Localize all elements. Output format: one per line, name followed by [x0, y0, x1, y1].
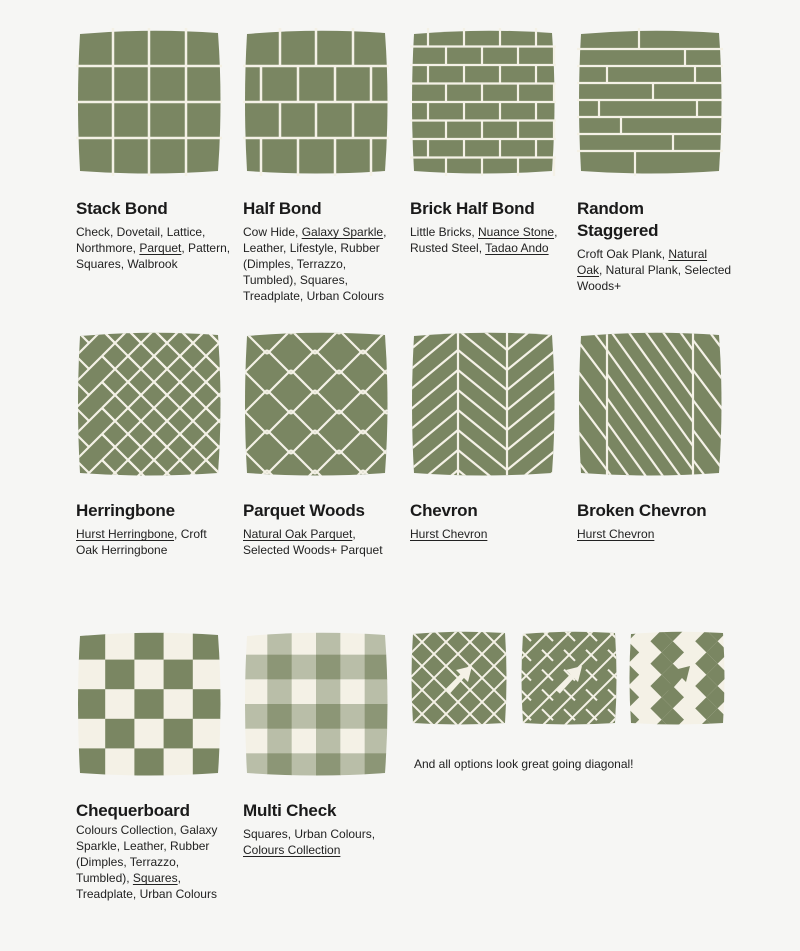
product-list-text: , Treadplate, Urban Colours — [76, 871, 217, 901]
product-list-text: Squares, Urban Colours, — [243, 827, 376, 841]
product-list-text: Croft Oak Plank, — [577, 247, 669, 261]
product-list-text: Colours Collection, Galaxy Sparkle, Leather, Rubber (Dimples, Terrazzo, Tumbled), — [76, 823, 218, 885]
pattern-products — [76, 526, 232, 558]
pattern-name: Stack Bond — [76, 199, 168, 218]
product-list-text: Cow Hide, — [243, 225, 302, 239]
pattern-half-bond — [243, 28, 399, 304]
product-link[interactable]: Parquet — [139, 241, 182, 255]
half-bond-tile — [243, 28, 389, 176]
broken-chevron-tile — [577, 330, 723, 478]
product-list-text: , Natural Plank, Selected Woods+ — [577, 263, 732, 293]
pattern-multi-check — [243, 630, 399, 858]
pattern-products — [243, 826, 399, 858]
diagonal-stack-tile — [410, 630, 508, 726]
pattern-products — [76, 822, 232, 902]
product-link[interactable]: Natural Oak Parquet — [243, 527, 353, 541]
multi-check-tile — [243, 630, 389, 778]
pattern-products — [410, 224, 566, 256]
product-list-text: , Rusted Steel, — [410, 225, 558, 255]
stack-bond-tile — [76, 28, 222, 176]
pattern-broken-chevron — [577, 330, 733, 542]
pattern-products — [577, 526, 733, 542]
pattern-name: Herringbone — [76, 501, 175, 520]
product-list-text: , Leather, Lifestyle, Rubber (Dimples, Terrazzo, Tumbled), Squares, Treadplate, Urban Colours — [243, 225, 387, 303]
pattern-parquet-woods — [243, 330, 399, 558]
parquet-woods-illustration — [243, 330, 389, 478]
herringbone-tile — [76, 330, 222, 478]
pattern-name: Half Bond — [243, 199, 322, 218]
brick-half-bond-illustration — [410, 28, 556, 176]
pattern-herringbone — [76, 330, 232, 558]
product-link[interactable]: Tadao Ando — [485, 241, 549, 255]
parquet-woods-tile — [243, 330, 389, 478]
pattern-random-staggered — [577, 28, 733, 294]
pattern-products — [243, 526, 399, 558]
chevron-tile — [410, 330, 556, 478]
product-link[interactable]: Colours Collection — [243, 843, 341, 857]
product-link[interactable]: Natural Oak — [577, 247, 708, 277]
product-list-text: Check, Dovetail, Lattice, Northmore, — [76, 225, 206, 255]
stack-bond-illustration — [76, 28, 222, 176]
pattern-stack-bond — [76, 28, 232, 272]
pattern-name: Brick Half Bond — [410, 199, 535, 218]
pattern-name: Broken Chevron — [577, 501, 707, 520]
half-bond-illustration — [243, 28, 389, 176]
product-link[interactable]: Galaxy Sparkle — [301, 225, 384, 239]
pattern-products — [243, 224, 399, 304]
pattern-chevron — [410, 330, 566, 542]
product-link[interactable]: Hurst Chevron — [410, 527, 488, 541]
diagonal-stack-illustration — [410, 630, 508, 726]
random-staggered-illustration — [577, 28, 723, 176]
chequerboard-illustration — [76, 630, 222, 778]
product-link[interactable]: Nuance Stone — [478, 225, 555, 239]
pattern-products — [577, 246, 733, 294]
product-list-text: , Pattern, Squares, Walbrook — [76, 241, 231, 271]
product-list-text: , Croft Oak Herringbone — [76, 527, 207, 557]
pattern-name: Chevron — [410, 501, 478, 520]
chevron-illustration — [410, 330, 556, 478]
multi-check-illustration — [243, 630, 389, 778]
pattern-brick-half-bond — [410, 28, 566, 256]
product-list-text: Little Bricks, — [410, 225, 479, 239]
pattern-name: Chequerboard — [76, 801, 190, 820]
herringbone-illustration — [76, 330, 222, 478]
diagonal-half-bond-tile — [520, 630, 618, 726]
diagonal-half-bond-illustration — [520, 630, 618, 726]
product-link[interactable]: Hurst Chevron — [577, 527, 655, 541]
product-link[interactable]: Squares — [132, 871, 178, 885]
pattern-chequerboard — [76, 630, 232, 902]
pattern-name: Multi Check — [243, 801, 337, 820]
product-link[interactable]: Hurst Herringbone — [76, 527, 175, 541]
random-staggered-tile — [577, 28, 723, 176]
pattern-name: Random Staggered — [577, 199, 659, 240]
product-list-text: , Selected Woods+ Parquet — [243, 527, 383, 557]
diagonal-examples — [410, 630, 730, 730]
diagonal-chequerboard-illustration — [628, 630, 726, 726]
diagonal-chequerboard-tile — [628, 630, 726, 726]
pattern-name: Parquet Woods — [243, 501, 365, 520]
broken-chevron-illustration — [577, 330, 723, 478]
chequerboard-tile — [76, 630, 222, 778]
diagonal-note: And all options look great going diagonal! — [414, 757, 634, 771]
brick-half-bond-tile — [410, 28, 556, 176]
pattern-products — [410, 526, 566, 542]
pattern-products — [76, 224, 232, 272]
